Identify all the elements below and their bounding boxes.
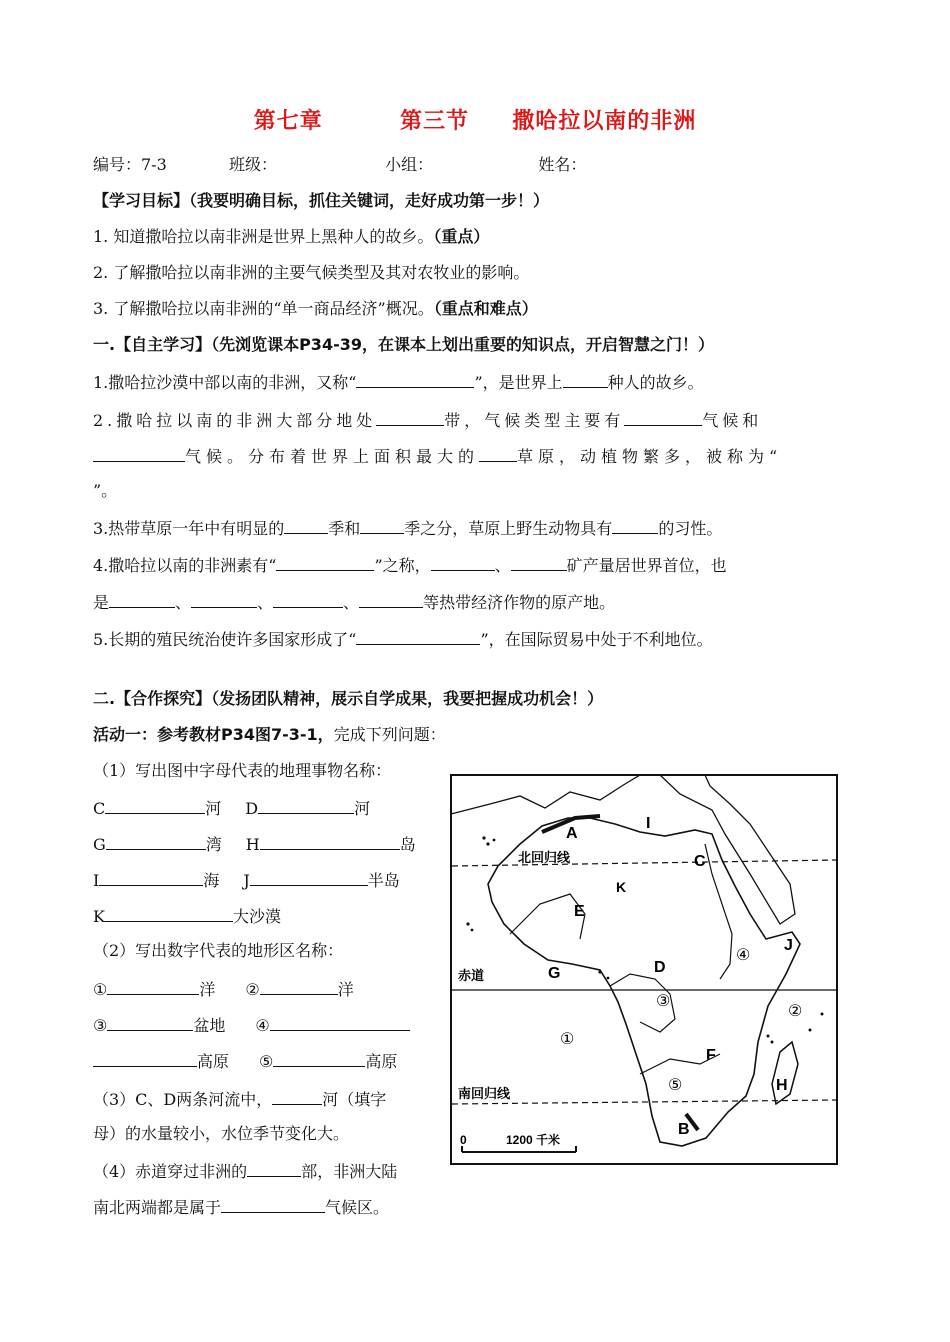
- q3-text-d: 的习性。: [658, 519, 723, 538]
- label-i: I: [93, 871, 100, 890]
- q5-text-b: ”，在国际贸易中处于不利地位。: [480, 630, 713, 649]
- question-2-line3: ”。: [93, 481, 118, 500]
- sub-q3-line1: [93, 1087, 386, 1111]
- part2-heading: 二.【合作探究】（发扬团队精神，展示自学成果，我要把握成功机会！）: [93, 689, 604, 708]
- q4-d: 气候区。: [325, 1198, 390, 1217]
- blank[interactable]: [105, 904, 233, 922]
- blank[interactable]: [272, 1087, 322, 1105]
- goal-1: [93, 226, 489, 248]
- blank[interactable]: [284, 516, 328, 534]
- goal-3: [93, 298, 538, 320]
- blank[interactable]: [258, 796, 354, 814]
- blank[interactable]: [105, 796, 205, 814]
- title-section: 第三节: [399, 109, 469, 134]
- title-chapter: 第七章: [253, 109, 323, 134]
- label-j: J: [243, 871, 250, 890]
- page-title: [0, 104, 950, 135]
- map-label-a: A: [566, 825, 578, 842]
- q1-text-b: ”，是世界上: [474, 373, 563, 392]
- label-k: K: [93, 907, 105, 926]
- q3-text-c: 季之分，草原上野生动物具有: [404, 519, 613, 538]
- blank[interactable]: [270, 1013, 410, 1031]
- blank[interactable]: [273, 1049, 365, 1067]
- blank[interactable]: [99, 868, 203, 886]
- part1-heading: 一.【自主学习】（先浏览课本P34-39，在课本上划出重要的知识点，开启智慧之门！）: [93, 335, 714, 354]
- blank[interactable]: [109, 590, 175, 608]
- activity-1: [93, 724, 446, 746]
- map-label-d: D: [654, 959, 666, 976]
- blank[interactable]: [356, 627, 480, 645]
- blank[interactable]: [563, 370, 608, 388]
- sub-q4-line1: [93, 1159, 397, 1183]
- tropic-n-label: 北回归线: [518, 850, 571, 865]
- q3-text-b: 季和: [328, 519, 361, 538]
- q4-text-g: 、: [257, 593, 274, 612]
- meta-row: [93, 154, 586, 176]
- q4-text-d: 矿产量居世界首位，也: [566, 556, 727, 575]
- q3-a: （3）C、D两条河流中，: [93, 1090, 273, 1109]
- q5-text-a: 5.长期的殖民统治使许多国家形成了“: [93, 630, 357, 649]
- label-d: D: [245, 799, 259, 818]
- africa-map: [450, 774, 838, 1165]
- tropic-s-label: 南回归线: [458, 1086, 511, 1101]
- question-2-line1: [93, 408, 762, 432]
- q1-text-c: 种人的故乡。: [607, 373, 704, 392]
- q4-text-e: 是: [93, 593, 110, 612]
- meta-group: 小组：: [385, 155, 434, 174]
- suffix-n5: 高原: [365, 1052, 398, 1071]
- blank[interactable]: [247, 1159, 301, 1177]
- map-label-h: H: [776, 1077, 788, 1094]
- suffix-n1: 洋: [199, 980, 216, 999]
- answer-row-12: [93, 977, 354, 1001]
- q2-text-e: 草原，动植物繁多，被称为“: [517, 447, 783, 466]
- goal-3-tag: （重点和难点）: [433, 299, 538, 318]
- label-n1: ①: [93, 980, 108, 999]
- q2-text-b: 带，气候类型主要有: [444, 411, 625, 430]
- q4-a: （4）赤道穿过非洲的: [93, 1162, 248, 1181]
- answer-row-45: [93, 1049, 397, 1073]
- blank[interactable]: [431, 553, 495, 571]
- blank[interactable]: [106, 832, 206, 850]
- blank[interactable]: [273, 590, 343, 608]
- map-number-1: ①: [560, 1031, 575, 1048]
- label-n3: ③: [93, 1016, 108, 1035]
- sub-q4-line2: [93, 1195, 389, 1219]
- map-label-j: J: [784, 937, 793, 954]
- goal-1-text: 1. 知道撒哈拉以南非洲是世界上黑种人的故乡。: [93, 227, 434, 246]
- label-n2: ②: [245, 980, 260, 999]
- goal-2: 2. 了解撒哈拉以南非洲的主要气候类型及其对农牧业的影响。: [93, 263, 530, 282]
- equator-label: 赤道: [458, 968, 485, 983]
- q3-b: 河（填字: [322, 1090, 387, 1109]
- sub-q1: （1）写出图中字母代表的地理事物名称：: [93, 761, 392, 780]
- answer-row-34: [93, 1013, 410, 1037]
- map-number-4: ④: [736, 947, 751, 964]
- question-4-line2: [93, 590, 615, 614]
- q4-text-h: 、: [343, 593, 360, 612]
- blank[interactable]: [612, 516, 658, 534]
- question-5: [93, 627, 713, 651]
- suffix-c: 河: [205, 799, 222, 818]
- label-n4: ④: [255, 1016, 270, 1035]
- map-label-k: K: [616, 879, 627, 895]
- suffix-n2: 洋: [337, 980, 354, 999]
- map-number-5: ⑤: [668, 1077, 683, 1094]
- blank[interactable]: [107, 1013, 193, 1031]
- suffix-d: 河: [354, 799, 371, 818]
- goal-1-tag: （重点）: [433, 227, 490, 246]
- map-label-e: E: [574, 903, 585, 920]
- suffix-k: 大沙漠: [232, 907, 281, 926]
- question-3: [93, 516, 722, 540]
- blank[interactable]: [260, 832, 400, 850]
- label-g: G: [93, 835, 106, 854]
- suffix-n3: 盆地: [193, 1016, 226, 1035]
- q4-text-i: 等热带经济作物的原产地。: [423, 593, 616, 612]
- goal-3-text: 3. 了解撒哈拉以南非洲的“单一商品经济”概况。: [93, 299, 434, 318]
- question-2-line2: [93, 444, 782, 468]
- scale-label: 1200 千米: [506, 1133, 561, 1147]
- blank[interactable]: [276, 553, 374, 571]
- map-label-g: G: [548, 965, 561, 982]
- sub-q2: （2）写出数字代表的地形区名称：: [93, 941, 344, 960]
- q1-text-a: 1.撒哈拉沙漠中部以南的非洲，又称“: [93, 373, 357, 392]
- map-label-i: I: [646, 815, 651, 832]
- blank[interactable]: [356, 370, 474, 388]
- suffix-h: 岛: [399, 835, 416, 854]
- answer-row-k: [93, 904, 281, 928]
- q2-text-c: 气候和: [702, 411, 763, 430]
- map-label-c: C: [694, 853, 706, 870]
- blank[interactable]: [107, 977, 199, 995]
- answer-row-gh: [93, 832, 416, 856]
- blank[interactable]: [479, 444, 517, 462]
- activity-1-rest: 完成下列问题：: [333, 725, 446, 744]
- suffix-n4: 高原: [197, 1052, 230, 1071]
- blank[interactable]: [359, 590, 423, 608]
- map-label-b: B: [678, 1121, 690, 1138]
- suffix-j: 半岛: [367, 871, 400, 890]
- blank[interactable]: [376, 408, 444, 426]
- sub-q3-line2: 母）的水量较小，水位季节变化大。: [93, 1124, 350, 1143]
- title-topic: 撒哈拉以南的非洲: [512, 109, 697, 134]
- blank[interactable]: [93, 444, 185, 462]
- map-number-3: ③: [656, 993, 671, 1010]
- map-number-2: ②: [788, 1003, 803, 1020]
- q3-text-a: 3.热带草原一年中有明显的: [93, 519, 285, 538]
- question-1: [93, 370, 704, 394]
- blank[interactable]: [511, 553, 567, 571]
- blank[interactable]: [624, 408, 702, 426]
- label-h: H: [245, 835, 260, 854]
- suffix-i: 海: [203, 871, 220, 890]
- blank[interactable]: [221, 1195, 325, 1213]
- q4-text-f: 、: [175, 593, 192, 612]
- goals-heading: 【学习目标】（我要明确目标，抓住关键词，走好成功第一步！）: [93, 191, 550, 210]
- q2-text-a: 2.撒哈拉以南的非洲大部分地处: [93, 411, 377, 430]
- q4-c: 南北两端都是属于: [93, 1198, 222, 1217]
- question-4-line1: [93, 553, 727, 577]
- activity-1-title: 活动一：参考教材P34图7-3-1，: [93, 725, 334, 744]
- answer-row-ij: [93, 868, 400, 892]
- answer-row-cd: [93, 796, 370, 820]
- q4-text-a: 4.撒哈拉以南的非洲素有“: [93, 556, 277, 575]
- blank[interactable]: [93, 1049, 197, 1067]
- label-c: C: [93, 799, 106, 818]
- blank[interactable]: [360, 516, 404, 534]
- q4-b: 部，非洲大陆: [301, 1162, 398, 1181]
- meta-number: 编号：7-3: [93, 155, 167, 174]
- q4-text-b: ”之称，: [374, 556, 431, 575]
- label-n5: ⑤: [259, 1052, 274, 1071]
- q2-text-d: 气候。分布着世界上面积最大的: [185, 447, 480, 466]
- q4-text-c: 、: [494, 556, 511, 575]
- meta-class: 班级：: [228, 155, 277, 174]
- blank[interactable]: [191, 590, 257, 608]
- map-label-f: F: [706, 1047, 716, 1064]
- scale-zero: 0: [460, 1133, 467, 1147]
- suffix-g: 湾: [205, 835, 222, 854]
- blank[interactable]: [260, 977, 338, 995]
- blank[interactable]: [250, 868, 368, 886]
- meta-name: 姓名：: [538, 155, 587, 174]
